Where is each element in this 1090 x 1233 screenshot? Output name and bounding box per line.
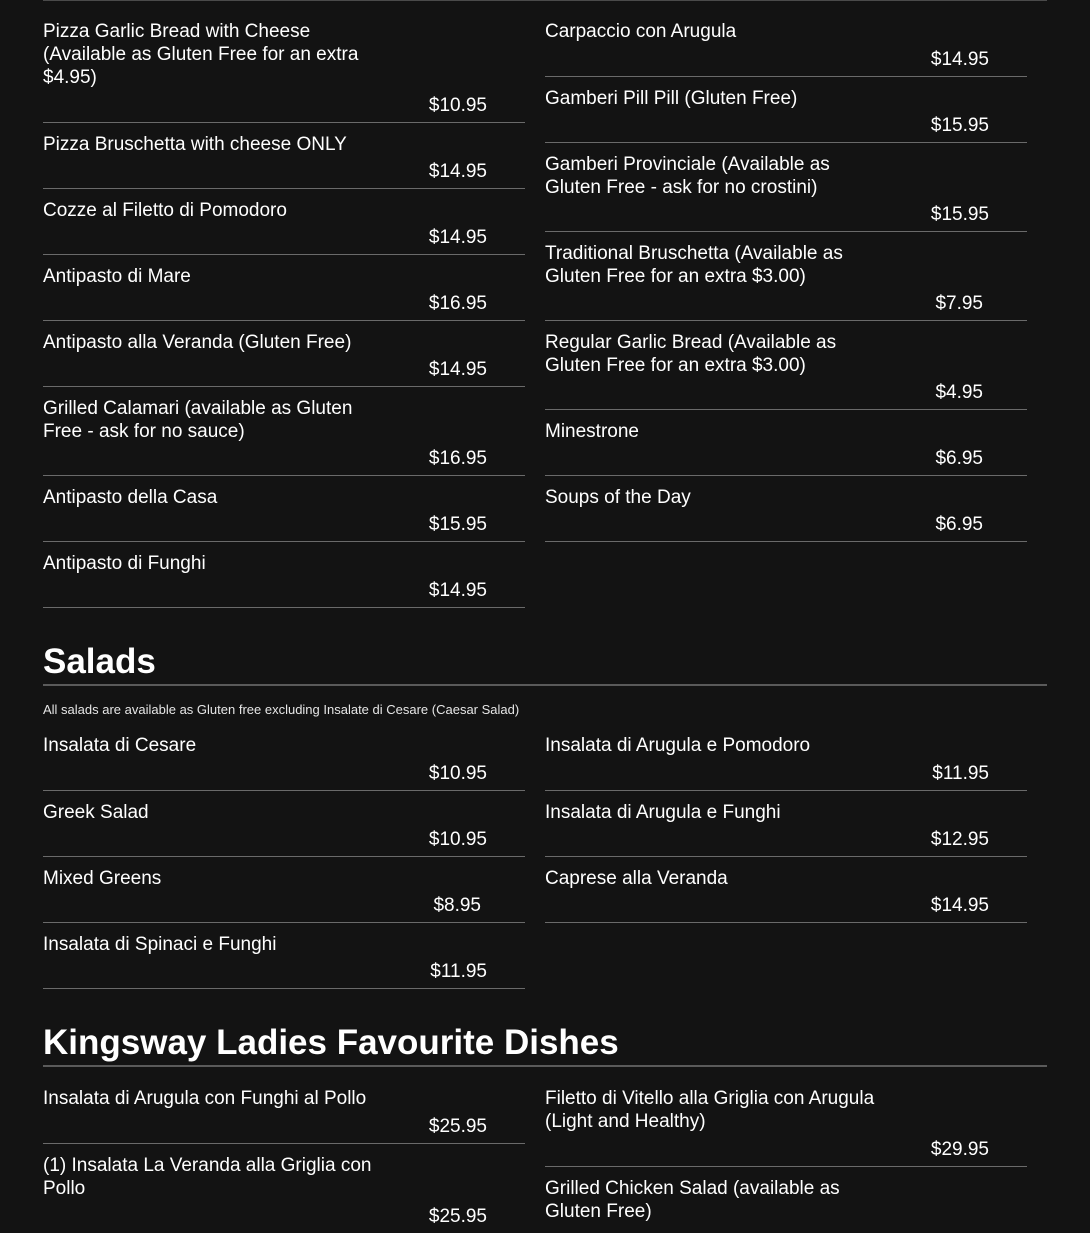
menu-item-name: Antipasto di Funghi — [43, 553, 206, 574]
menu-item-name: Traditional Bruschetta (Available as Gluten Free for an extra $3.00) — [545, 243, 843, 287]
menu-item-name: Mixed Greens — [43, 868, 162, 889]
menu-item — [43, 791, 525, 857]
menu-item-name: Grilled Calamari (available as Gluten Free - ask for no sauce) — [43, 398, 353, 442]
menu-item-price: $15.95 — [930, 115, 989, 136]
menu-item-name: Pizza Bruschetta with cheese ONLY — [43, 134, 347, 155]
menu-item-price: $11.95 — [430, 961, 487, 982]
menu-item — [43, 123, 525, 189]
menu-item-price: $6.95 — [935, 448, 983, 469]
menu-item-name: Grilled Chicken Salad (available as Gluten Free) — [545, 1178, 840, 1222]
menu-item-name: (1) Insalata La Veranda alla Griglia con Pollo — [43, 1155, 372, 1199]
menu-item-price: $4.95 — [935, 382, 983, 403]
menu-item — [43, 1077, 525, 1144]
menu-item-name: Insalata di Arugula e Pomodoro — [545, 735, 811, 756]
menu-item-price: $14.95 — [930, 49, 989, 70]
menu-item-price: $10.95 — [428, 95, 487, 116]
menu-item-name: Caprese alla Veranda — [545, 868, 728, 889]
menu-item-name: Gamberi Pill Pill (Gluten Free) — [545, 88, 798, 109]
menu-item-name: Insalata di Arugula e Funghi — [545, 802, 781, 823]
salads-left-column — [43, 724, 525, 989]
menu-item — [43, 923, 525, 989]
menu-item-name: Greek Salad — [43, 802, 149, 823]
menu-item — [43, 0, 525, 123]
menu-item — [545, 0, 1027, 77]
menu-item-price: $25.95 — [428, 1116, 487, 1137]
menu-item — [545, 232, 1027, 321]
appetizers-right-column — [545, 0, 1027, 542]
appetizers-left-column — [43, 0, 525, 608]
menu-item — [43, 321, 525, 387]
menu-item-name: Antipasto di Mare — [43, 266, 191, 287]
menu-item — [545, 791, 1027, 857]
menu-item-name: Soups of the Day — [545, 487, 691, 508]
section-title-ladies-favourites: Kingsway Ladies Favourite Dishes — [43, 1023, 619, 1062]
menu-item-name: Filetto di Vitello alla Griglia con Arugula (Light and Healthy) — [545, 1088, 875, 1132]
menu-item — [545, 724, 1027, 791]
menu-item-name: Minestrone — [545, 421, 639, 442]
menu-item — [43, 387, 525, 476]
menu-item-price: $7.95 — [935, 293, 983, 314]
menu-item-name: Insalata di Spinaci e Funghi — [43, 934, 277, 955]
menu-item-price: $16.95 — [428, 448, 487, 469]
menu-item — [545, 77, 1027, 143]
menu-item-name: Pizza Garlic Bread with Cheese (Available as Gluten Free for an extra $4.95) — [43, 21, 359, 88]
menu-item-price: $29.95 — [930, 1139, 989, 1160]
section-divider — [43, 684, 1047, 686]
menu-item — [43, 1144, 525, 1233]
menu-item — [545, 1167, 1027, 1227]
menu-item-price: $15.95 — [428, 514, 487, 535]
salads-right-column — [545, 724, 1027, 923]
salads-note: All salads are available as Gluten free excluding Insalate di Cesare (Caesar Salad) — [43, 702, 520, 717]
menu-item — [545, 857, 1027, 923]
menu-item-name: Carpaccio con Arugula — [545, 21, 737, 42]
menu-item — [43, 476, 525, 542]
menu-item — [43, 255, 525, 321]
menu-item — [43, 542, 525, 608]
menu-item — [545, 410, 1027, 476]
section-title-salads: Salads — [43, 642, 156, 681]
menu-item — [43, 724, 525, 791]
menu-item-name: Insalata di Arugula con Funghi al Pollo — [43, 1088, 367, 1109]
menu-item — [545, 321, 1027, 410]
menu-item-price: $12.95 — [930, 829, 989, 850]
menu-item-name: Insalata di Cesare — [43, 735, 197, 756]
menu-item — [43, 189, 525, 255]
menu-item-name: Gamberi Provinciale (Available as Gluten Free - ask for no crostini) — [545, 154, 830, 198]
ladies-left-column — [43, 1077, 525, 1233]
menu-item-price: $14.95 — [428, 359, 487, 380]
menu-item — [545, 476, 1027, 542]
menu-item-price: $25.95 — [428, 1206, 487, 1227]
menu-item-name: Cozze al Filetto di Pomodoro — [43, 200, 287, 221]
menu-item-price: $14.95 — [930, 895, 989, 916]
menu-item — [545, 1077, 1027, 1167]
menu-item-price: $10.95 — [428, 829, 487, 850]
menu-item — [545, 143, 1027, 232]
menu-item — [43, 857, 525, 923]
menu-item-name: Regular Garlic Bread (Available as Gluten Free for an extra $3.00) — [545, 332, 837, 376]
menu-item-name: Antipasto della Casa — [43, 487, 218, 508]
menu-item-price: $16.95 — [428, 293, 487, 314]
menu-item-price: $14.95 — [428, 580, 487, 601]
menu-item-price: $10.95 — [428, 763, 487, 784]
menu-item-price: $15.95 — [930, 204, 989, 225]
menu-item-price: $6.95 — [935, 514, 983, 535]
menu-item-price: $14.95 — [428, 227, 487, 248]
menu-item-price: $8.95 — [433, 895, 481, 916]
menu-item-name: Antipasto alla Veranda (Gluten Free) — [43, 332, 352, 353]
ladies-right-column — [545, 1077, 1027, 1227]
menu-item-price: $11.95 — [932, 763, 989, 784]
menu-item-price: $14.95 — [428, 161, 487, 182]
section-divider — [43, 1065, 1047, 1067]
